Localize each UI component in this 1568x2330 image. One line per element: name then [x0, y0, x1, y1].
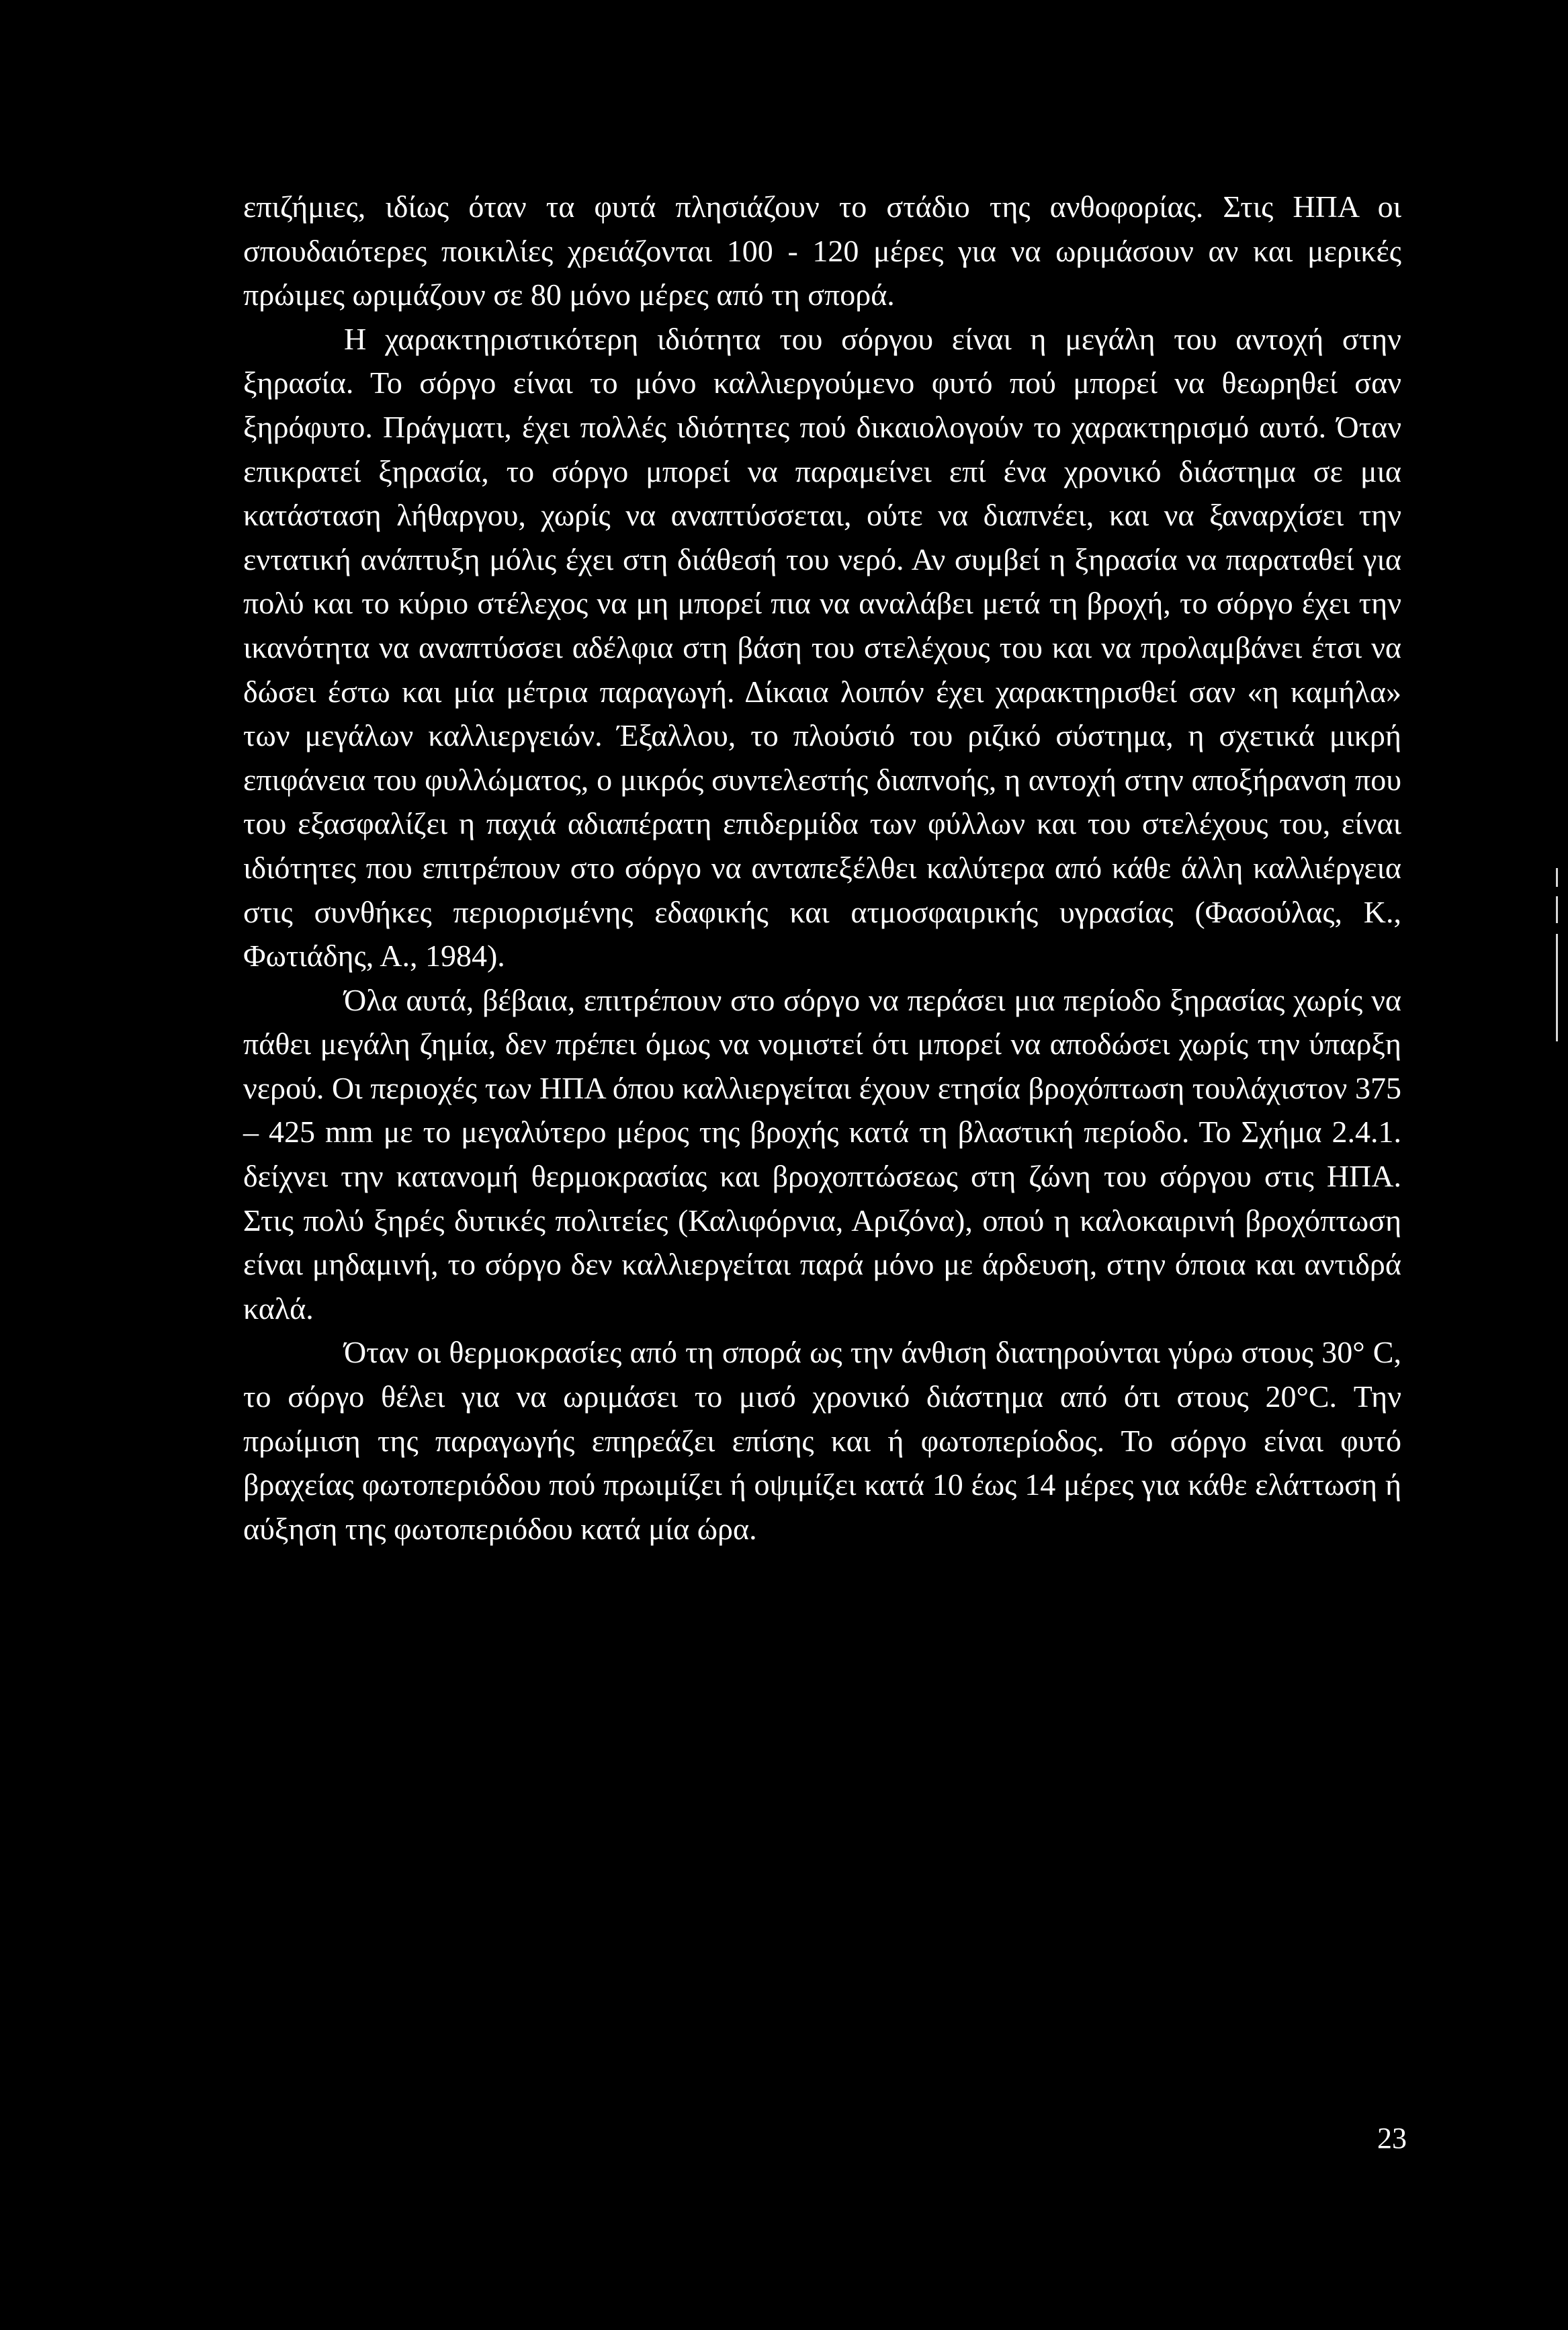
scan-margin-mark [1556, 868, 1558, 887]
paragraph-4: Όταν οι θερμοκρασίες από τη σπορά ως την άνθιση διατηρούνται γύρω στους 30° C, το σόργο θέλει για να ωριμάσει το μισό χρονικό διάστημα από ότι στους 20°C. Την πρωίμιση της παραγωγής επηρεάζει επίσης και ή φωτοπερίοδος. Το σόργο είναι φυτό βραχείας φωτοπεριόδου πού πρωιμίζει ή οψιμίζει κατά 10 έως 14 μέρες για κάθε ελάττωση ή αύξηση της φωτοπεριόδου κατά μία ώρα. [243, 1335, 1401, 1546]
paragraph-3: Όλα αυτά, βέβαια, επιτρέπουν στο σόργο να περάσει μια περίοδο ξηρασίας χωρίς να πάθει μεγάλη ζημία, δεν πρέπει όμως να νομιστεί ότι μπορεί να αποδώσει χωρίς την ύπαρξη νερού. Οι περιοχές των ΗΠΑ όπου καλλιεργείται έχουν ετησία βροχόπτωση τουλάχιστον 375 – 425 mm με το μεγαλύτερο μέρος της βροχής κατά τη βλαστική περίοδο. Το Σχήμα 2.4.1. δείχνει την κατανομή θερμοκρασίας και βροχοπτώσεως στη ζώνη του σόργου στις ΗΠΑ. Στις πολύ ξηρές δυτικές πολιτείες (Καλιφόρνια, Αριζόνα), οπού η καλοκαιρινή βροχόπτωση είναι μηδαμινή, το σόργο δεν καλλιεργείται παρά μόνο με άρδευση, στην όποια και αντιδρά καλά. [243, 982, 1401, 1326]
scan-margin-mark [1556, 896, 1558, 923]
paragraph-2: Η χαρακτηριστικότερη ιδιότητα του σόργου είναι η μεγάλη του αντοχή στην ξηρασία. Το σόργο είναι το μόνο καλλιεργούμενο φυτό πού μπορεί να θεωρηθεί σαν ξηρόφυτο. Πράγματι, έχει πολλές ιδιότητες πού δικαιολογούν το χαρακτηρισμό αυτό. Όταν επικρατεί ξηρασία, το σόργο μπορεί να παραμείνει επί ένα χρονικό διάστημα σε μια κατάσταση λήθαργου, χωρίς να αναπτύσσεται, ούτε να διαπνέει, και να ξαναρχίσει την εντατική ανάπτυξη μόλις έχει στη διάθεσή του νερό. Αν συμβεί η ξηρασία να παραταθεί για πολύ και το κύριο στέλεχος να μη μπορεί πια να αναλάβει μετά τη βροχή, το σόργο έχει την ικανότητα να αναπτύσσει αδέλφια στη βάση του στελέχους του και να προλαμβάνει έτσι να δώσει έστω και μία μέτρια παραγωγή. Δίκαια λοιπόν έχει χαρακτηρισθεί σαν «η καμήλα» των μεγάλων καλλιεργειών. Έξαλλου, το πλούσιό του ριζικό σύστημα, η σχετικά μικρή επιφάνεια του φυλλώματος, ο μικρός συντελεστής διαπνοής, η αντοχή στην αποξήρανση που του εξασφαλίζει η παχιά αδιαπέρατη επιδερμίδα των φύλλων και του στελέχους του, είναι ιδιότητες που επιτρέπουν στο σόργο να ανταπεξέλθει καλύτερα από κάθε άλλη καλλιέργεια στις συνθήκες περιορισμένης εδαφικής και ατμοσφαιρικής υγρασίας (Φασούλας, Κ., Φωτιάδης, Α., 1984). [243, 321, 1401, 974]
body-text [243, 185, 1401, 1551]
page-number: 23 [1377, 2122, 1407, 2155]
scan-margin-mark [1556, 934, 1558, 1041]
paragraph-1: επιζήμιες, ιδίως όταν τα φυτά πλησιάζουν το στάδιο της ανθοφορίας. Στις ΗΠΑ οι σπουδαιότερες ποικιλίες χρειάζονται 100 - 120 μέρες για να ωριμάσουν αν και μερικές πρώιμες ωριμάζουν σε 80 μόνο μέρες από τη σπορά. [243, 189, 1401, 312]
